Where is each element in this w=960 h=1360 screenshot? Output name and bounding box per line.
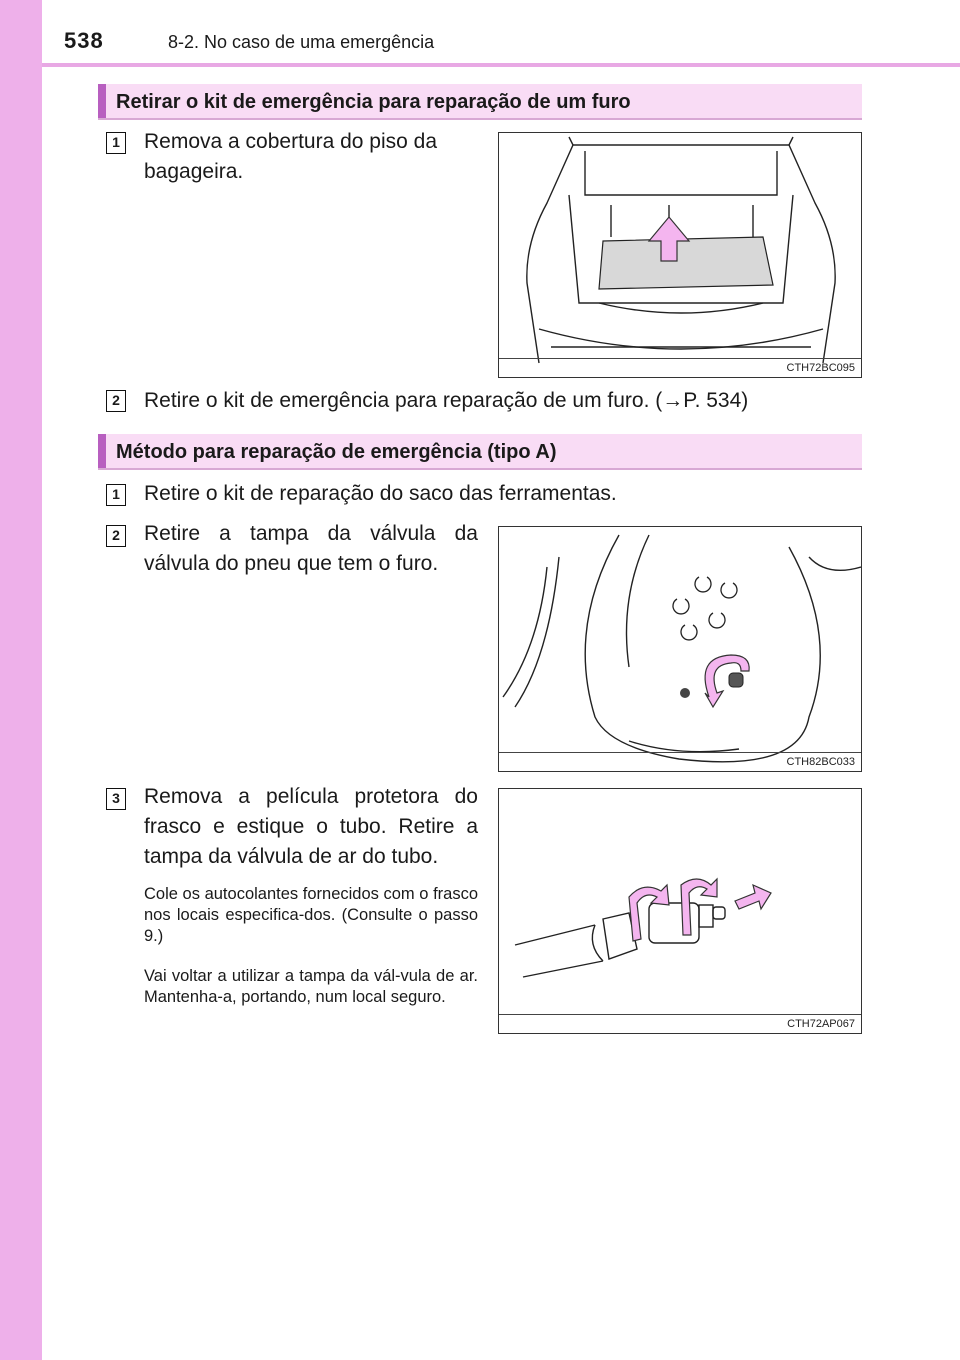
section-accent	[98, 434, 106, 468]
header-rule	[42, 63, 960, 67]
step-badge: 2	[106, 525, 126, 547]
step-badge: 1	[106, 484, 126, 506]
section-header-remove-kit	[98, 84, 862, 120]
chapter-title: 8-2. No caso de uma emergência	[168, 32, 435, 52]
tube-illustration	[499, 789, 862, 1034]
figure-code: CTH72BC095	[786, 362, 855, 374]
step-badge: 3	[106, 788, 126, 810]
valve-illustration	[499, 527, 862, 772]
section-title: Método para reparação de emergência (tipo A)	[116, 441, 557, 463]
figure-code: CTH82BC033	[786, 756, 855, 768]
section-accent	[98, 84, 106, 118]
figure-trunk	[498, 132, 862, 378]
trunk-illustration	[499, 133, 862, 378]
step-badge: 2	[106, 390, 126, 412]
section-header-repair-method	[98, 434, 862, 470]
step-text: Remova a cobertura do piso da bagageira.	[144, 130, 438, 183]
figure-code: CTH72AP067	[787, 1018, 855, 1030]
side-strip	[0, 0, 42, 1360]
note-text: Cole os autocolantes fornecidos com o frasco nos locais especifica-dos. (Consulte o passo 9.)	[144, 885, 478, 945]
step-text: Retire o kit de reparação do saco das ferramentas.	[144, 482, 617, 505]
step-badge: 1	[106, 132, 126, 154]
section-title: Retirar o kit de emergência para reparação de um furo	[116, 91, 631, 113]
figure-rule	[499, 1014, 861, 1015]
page-number: 538	[64, 28, 104, 53]
note-text: Vai voltar a utilizar a tampa da vál-vula de ar. Mantenha-a, portando, num local seguro.	[144, 967, 478, 1006]
figure-valve	[498, 526, 862, 772]
step-text: Retire a tampa da válvula da válvula do pneu que tem o furo.	[144, 522, 478, 575]
figure-rule	[499, 752, 861, 753]
figure-rule	[499, 358, 861, 359]
step-text: Retire o kit de emergência para reparação de um furo. (→P. 534)	[144, 389, 749, 412]
step-text: Remova a película protetora do frasco e estique o tubo. Retire a tampa da válvula de ar do tubo.	[144, 785, 478, 868]
figure-tube	[498, 788, 862, 1034]
